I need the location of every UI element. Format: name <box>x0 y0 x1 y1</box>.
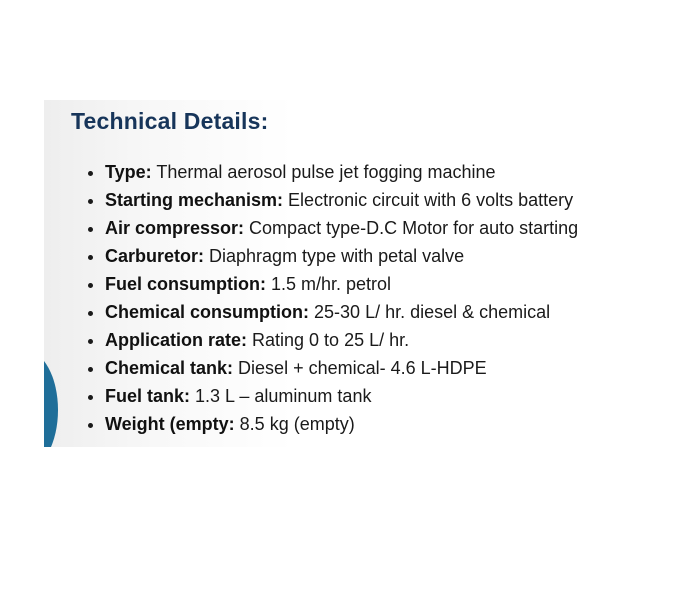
spec-item-chemical-consumption <box>105 298 578 326</box>
spec-value: Electronic circuit with 6 volts battery <box>283 190 574 210</box>
spec-item-air-compressor <box>105 214 578 242</box>
spec-item-carburetor <box>105 242 578 270</box>
spec-label: Chemical consumption: <box>105 302 310 322</box>
spec-label: Air compressor: <box>105 218 245 238</box>
spec-item-chemical-tank <box>105 354 578 382</box>
spec-label: Chemical tank: <box>105 358 234 378</box>
spec-value: Compact type-D.C Motor for auto starting <box>244 218 579 238</box>
spec-item-weight <box>105 410 578 438</box>
spec-label: Weight (empty: <box>105 414 235 434</box>
spec-value: Rating 0 to 25 L/ hr. <box>247 330 410 350</box>
spec-value: 8.5 kg (empty) <box>234 414 355 434</box>
spec-value: Diaphragm type with petal valve <box>204 246 465 266</box>
spec-item-application-rate <box>105 326 578 354</box>
spec-label: Fuel tank: <box>105 386 191 406</box>
spec-label: Starting mechanism: <box>105 190 284 210</box>
spec-value: Diesel + chemical- 4.6 L-HDPE <box>233 358 487 378</box>
technical-details-card <box>44 100 669 447</box>
spec-item-type <box>105 158 578 186</box>
spec-label: Fuel consumption: <box>105 274 266 294</box>
spec-value: 25-30 L/ hr. diesel & chemical <box>309 302 551 322</box>
spec-value: 1.5 m/hr. petrol <box>266 274 392 294</box>
section-heading: Technical Details: <box>71 108 269 134</box>
spec-item-fuel-consumption <box>105 270 578 298</box>
spec-value: Thermal aerosol pulse jet fogging machine <box>151 162 496 182</box>
decorative-blue-shape <box>44 350 58 447</box>
spec-item-fuel-tank <box>105 382 578 410</box>
spec-list <box>85 158 578 438</box>
spec-label: Carburetor: <box>105 246 205 266</box>
spec-item-starting-mechanism <box>105 186 578 214</box>
spec-value: 1.3 L – aluminum tank <box>190 386 372 406</box>
spec-label: Type: <box>105 162 152 182</box>
spec-label: Application rate: <box>105 330 248 350</box>
